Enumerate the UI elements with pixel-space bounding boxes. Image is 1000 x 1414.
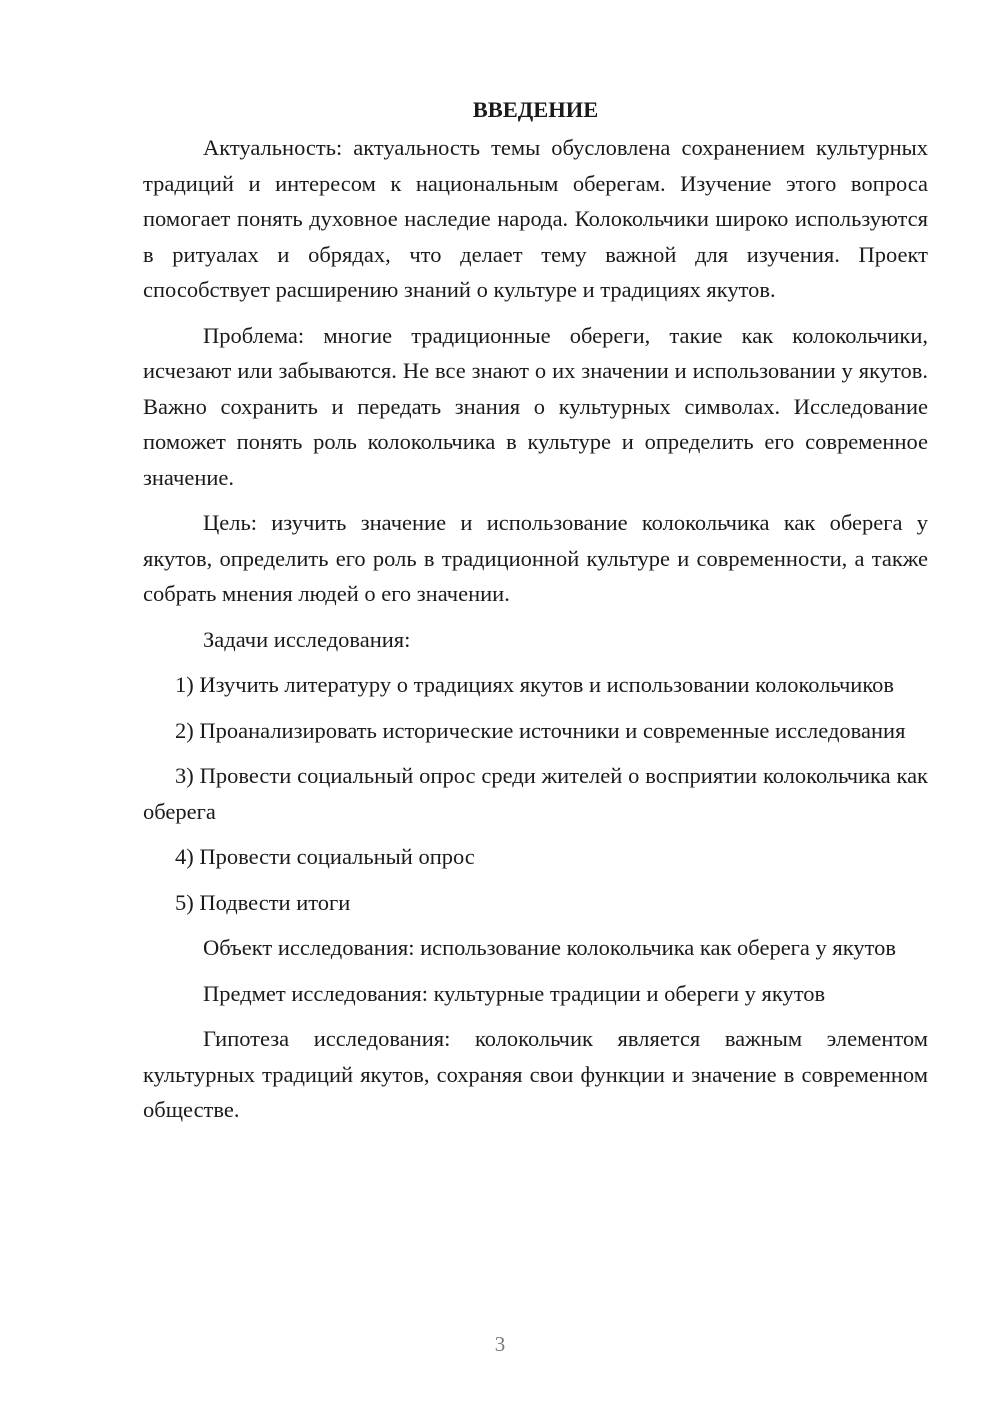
- relevance-paragraph: Актуальность: актуальность темы обусловлена сохранением культурных традиций и интересом к национальным оберегам. Изучение этого вопроса помогает понять духовное наследие народа. Колокольчики широко используются в ритуалах и обрядах, что делает тему важной для изучения. Проект способствует расширению знаний о культуре и традициях якутов.: [143, 135, 928, 302]
- page-number: 3: [494, 1332, 506, 1356]
- subject-paragraph: Предмет исследования: культурные традиции и обереги у якутов: [203, 980, 826, 1006]
- page-content: [143, 92, 928, 1128]
- task-item-5: 5) Подвести итоги: [175, 889, 351, 915]
- tasks-heading: Задачи исследования:: [203, 626, 411, 652]
- problem-paragraph: Проблема: многие традиционные обереги, такие как колокольчики, исчезают или забываются. Не все знают о их значении и использовании у якутов. Важно сохранить и передать знания о культурных символах. Исследование поможет понять роль колокольчика в культуре и определить его современное значение.: [143, 322, 928, 490]
- goal-paragraph: Цель: изучить значение и использование колокольчика как оберега у якутов, определить его роль в традиционной культуре и современности, а также собрать мнения людей о его значении.: [143, 510, 928, 606]
- task-item-1: 1) Изучить литературу о традициях якутов и использовании колокольчиков: [175, 672, 894, 697]
- task-item-3: 3) Провести социальный опрос среди жителей о восприятии колокольчика как оберега: [143, 763, 928, 824]
- object-paragraph: Объект исследования: использование колокольчика как оберега у якутов: [203, 935, 897, 960]
- task-item-4: 4) Провести социальный опрос: [175, 844, 475, 869]
- task-item-2: 2) Проанализировать исторические источники и современные исследования: [175, 717, 906, 743]
- section-heading: ВВЕДЕНИЕ: [472, 97, 599, 122]
- hypothesis-paragraph: Гипотеза исследования: колокольчик является важным элементом культурных традиций якутов, сохраняя свои функции и значение в современном обществе.: [143, 1026, 928, 1122]
